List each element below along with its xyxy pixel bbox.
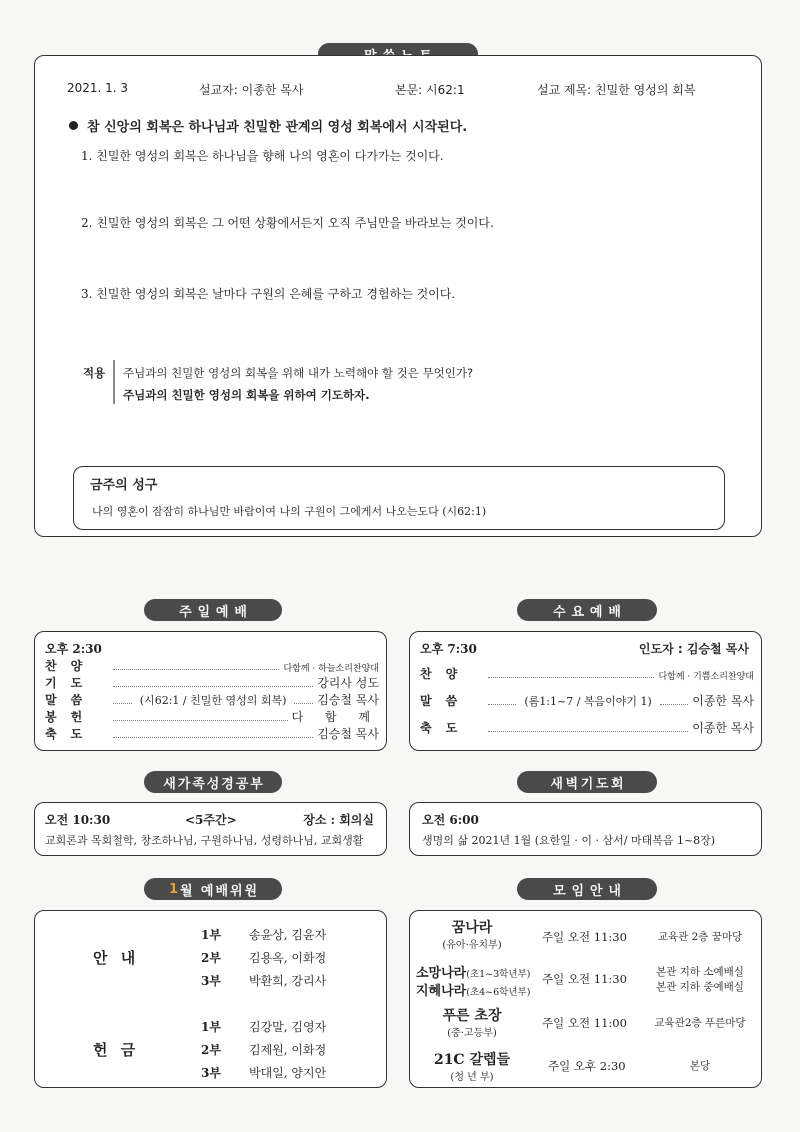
bullet-icon	[69, 121, 78, 130]
apply-prayer: 주님과의 친밀한 영성의 회복을 위하여 기도하자.	[123, 388, 370, 402]
row-value: 강리사 성도	[317, 676, 379, 690]
wednesday-panel	[409, 631, 762, 751]
row-value: 다함께 · 하늘소리찬양대	[283, 664, 379, 674]
row-value: 이종한 목사	[692, 721, 754, 735]
committee-part: 3부	[201, 974, 221, 988]
sermon-date: 2021. 1. 3	[67, 81, 129, 95]
family-weeks: <5주간>	[185, 813, 237, 827]
meeting-name: 푸른 초장	[442, 1008, 502, 1024]
sunday-title: 주일예배	[144, 599, 282, 621]
committee-part: 2부	[201, 1043, 221, 1057]
row-label: 찬양	[45, 659, 97, 673]
row-label: 축도	[420, 721, 472, 735]
row-label: 찬양	[420, 667, 472, 681]
sermon-point: 1. 친밀한 영성의 회복은 하나님을 향해 나의 영혼이 다가가는 것이다.	[81, 149, 444, 163]
wednesday-time: 오후 7:30	[420, 642, 477, 656]
row-value: 김승철 목사	[317, 693, 379, 707]
wednesday-title: 수요예배	[517, 599, 657, 621]
committee-names: 김강말, 김영자	[249, 1020, 327, 1034]
meeting-group: (초1~3학년부)	[466, 969, 531, 980]
meeting-name	[416, 980, 530, 999]
offering-label: 헌 금	[93, 1041, 140, 1059]
meeting-place: 본관 지하 소예배실	[656, 966, 744, 978]
committee-names: 김용옥, 이화정	[249, 951, 327, 965]
sermon-notes-panel	[34, 55, 762, 537]
sermon-preacher: 설교자: 이종한 목사	[199, 83, 304, 97]
family-topics: 교회론과 목회철학, 창조하나님, 구원하나님, 성령하나님, 교회생활	[45, 834, 364, 847]
meeting-time: 주일 오전 11:30	[542, 930, 627, 944]
meeting-place: 교육관 2층 꿈마당	[657, 931, 743, 943]
meeting-time: 주일 오전 11:00	[542, 1016, 627, 1030]
sunday-row	[45, 709, 379, 725]
row-value: 김승철 목사	[317, 727, 379, 741]
meeting-time: 주일 오전 11:30	[542, 972, 627, 986]
row-detail: (롬1:1~7 / 복음이야기 1)	[524, 695, 652, 708]
meeting-group: (중·고등부)	[447, 1028, 497, 1039]
dawn-time: 오전 6:00	[422, 813, 479, 827]
meeting-name: 꿈나라	[451, 920, 493, 936]
committee-part: 1부	[201, 1020, 221, 1034]
row-label: 축도	[45, 727, 97, 741]
sunday-panel	[34, 631, 387, 751]
sunday-row	[45, 658, 379, 674]
wednesday-row	[420, 666, 754, 682]
sermon-point: 3. 친밀한 영성의 회복은 날마다 구원의 은혜를 구하고 경험하는 것이다.	[81, 287, 456, 301]
committee-part: 1부	[201, 928, 221, 942]
row-label: 말씀	[45, 693, 97, 707]
sunday-row	[45, 692, 379, 708]
apply-question: 주님과의 친밀한 영성의 회복을 위해 내가 노력해야 할 것은 무엇인가?	[123, 366, 474, 380]
dawn-prayer-panel	[409, 802, 762, 856]
meeting-group: (유아·유치부)	[442, 940, 502, 951]
committee-title	[144, 878, 282, 900]
row-label: 봉헌	[45, 710, 97, 724]
row-value: 다 함 께	[291, 710, 379, 724]
meetings-title: 모임안내	[517, 878, 657, 900]
family-time: 오전 10:30	[45, 813, 111, 827]
guide-label: 안 내	[93, 949, 140, 967]
meeting-time: 주일 오후 2:30	[548, 1059, 626, 1073]
family-study-panel	[34, 802, 387, 856]
weekly-verse-box	[73, 466, 725, 530]
wednesday-row	[420, 693, 754, 709]
dawn-text: 생명의 삶 2021년 1월 (요한일 · 이 · 삼서/ 마태복음 1~8장)	[422, 834, 716, 847]
meeting-group: (초4~6학년부)	[466, 987, 531, 998]
family-place: 장소 : 회의실	[303, 813, 374, 827]
sermon-title: 설교 제목: 친밀한 영성의 회복	[537, 83, 696, 97]
meeting-place: 본관 지하 중예배실	[656, 981, 744, 993]
committee-part: 2부	[201, 951, 221, 965]
meeting-name-main: 소망나라	[416, 966, 467, 981]
committee-names: 박환희, 강리사	[249, 974, 327, 988]
sermon-point: 2. 친밀한 영성의 회복은 그 어떤 상황에서든지 오직 주님만을 바라보는 것이다.	[81, 216, 494, 230]
committee-names: 박대일, 양지안	[249, 1066, 327, 1080]
dawn-prayer-title: 새벽기도회	[517, 771, 657, 793]
row-detail: (시62:1 / 친밀한 영성의 회복)	[139, 694, 287, 707]
committee-names: 김제원, 이화정	[249, 1043, 327, 1057]
row-label: 기도	[45, 676, 97, 690]
sermon-thesis	[69, 116, 467, 135]
meeting-place: 교육관2층 푸른마당	[654, 1017, 746, 1029]
sunday-row	[45, 675, 379, 691]
committee-panel	[34, 910, 387, 1088]
wednesday-row	[420, 720, 754, 736]
sermon-passage: 본문: 시62:1	[395, 83, 465, 97]
apply-divider	[113, 360, 115, 404]
family-study-title: 새가족성경공부	[144, 771, 282, 793]
committee-month: 1	[168, 881, 180, 897]
meeting-name: 21C 갈렙들	[433, 1052, 511, 1068]
row-label: 말씀	[420, 694, 472, 708]
meeting-place: 본당	[689, 1060, 711, 1072]
verse-title: 금주의 성구	[90, 478, 158, 493]
verse-text: 나의 영혼이 잠잠히 하나님만 바람이여 나의 구원이 그에게서 나오는도다 (시62:1)	[92, 505, 487, 518]
meeting-name-main: 지혜나라	[416, 984, 467, 999]
meeting-group: (청 년 부)	[450, 1072, 494, 1083]
committee-names: 송윤상, 김윤자	[249, 928, 327, 942]
apply-label: 적용	[83, 366, 106, 380]
thesis-text: 참 신앙의 회복은 하나님과 친밀한 관계의 영성 회복에서 시작된다.	[87, 120, 468, 135]
wednesday-leader: 인도자 : 김승철 목사	[638, 642, 749, 656]
committee-part: 3부	[201, 1066, 221, 1080]
committee-title-text: 월 예배위원	[179, 883, 259, 899]
sunday-time: 오후 2:30	[45, 642, 102, 656]
sunday-row	[45, 726, 379, 742]
meetings-panel	[409, 910, 762, 1088]
row-value: 이종한 목사	[692, 694, 755, 708]
row-value: 다함께 · 기쁨소리찬양대	[658, 672, 754, 682]
meeting-name	[416, 962, 530, 981]
